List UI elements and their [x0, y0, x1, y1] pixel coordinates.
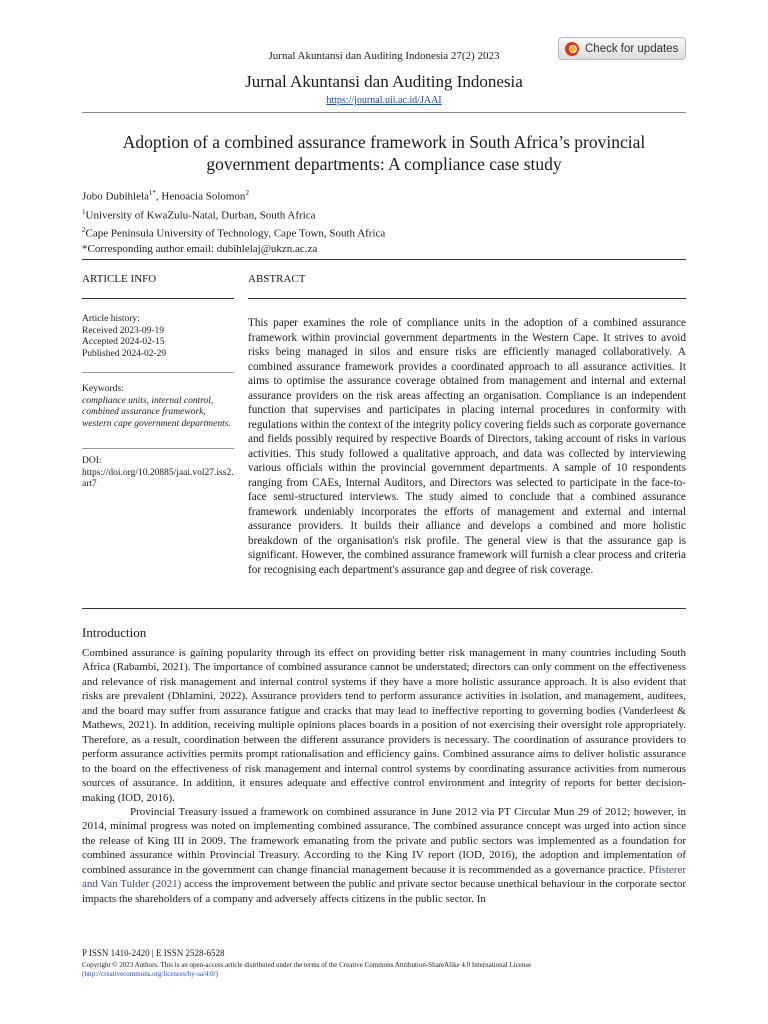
citation: Pfisterer and Van Tulder (2021) — [82, 863, 686, 891]
info-separator — [82, 448, 234, 449]
check-for-updates-button[interactable] — [558, 37, 686, 60]
accepted-date: Accepted 2024-02-15 — [82, 337, 165, 348]
article-history — [82, 314, 234, 360]
keywords-list: compliance units, internal control, combined assurance framework, western cape government departments. — [82, 395, 231, 429]
author-separator: , — [155, 190, 162, 203]
keywords-label: Keywords: — [82, 384, 124, 394]
keywords-block — [82, 384, 234, 430]
section-divider — [82, 259, 686, 260]
history-label: Article history: — [82, 314, 140, 324]
journal-name: Jurnal Akuntansi dan Auditing Indonesia — [245, 72, 523, 91]
article-info-heading: ARTICLE INFO — [82, 273, 157, 285]
author-name: Jobo Dubihlela — [82, 190, 149, 203]
paragraph — [82, 805, 686, 906]
paragraph-text: Provincial Treasury issued a framework on combined assurance in June 2012 via PT Circular Mun 29 of 2012; however, in 2014, minimal progress was noted on implementing combined assurance. The combined assurance concept was urged into action since the release of King III in 2009. The framework emanating from the private and public sectors was implemented as a foundation for combined assurance within Provincial Treasury. According to the King IV report (IOD, 2016), the adoption and implementation of combined assurance in the government can change financial management because it is recommended as a governance practice. — [82, 805, 686, 876]
check-for-updates-label: Check for updates — [585, 42, 679, 55]
crossmark-icon — [565, 42, 579, 56]
paragraph: Combined assurance is gaining popularity through its effect on providing better risk management in many countries including South Africa (Rabambi, 2021). The importance of combined assurance cannot be understated; directors can only comment on the effectiveness and relevance of risk management and internal control systems if they have a more holistic assurance approach. It is also evident that risks are prevalent (Dhlamini, 2022). Assurance providers tend to perform assurance activities in isolation, and management, auditees, and the board may suffer from assurance fatigue and cracks that may lead to ineffective reporting to governing bodies (Vanderleest & Mathews, 2021). In addition, receiving multiple opinions places boards in a position of not exercising their oversight role appropriately. Therefore, as a result, coordination between the different assurance providers is necessary. The coordination of assurance providers to perform assurance activities permits prompt rationalisation and efficiency gains. Combined assurance aims to deliver holistic assurance to the board on the effectiveness of risk management and internal control systems by coordinating assurance activities from numerous sources of assurance. In addition, it ensures adequate and effective control environment and integrity of reports for better decision-making (IOD, 2016). — [82, 647, 686, 804]
doi-block — [82, 456, 234, 491]
affiliation-text: University of KwaZulu-Natal, Durban, South Africa — [85, 209, 316, 222]
affiliation-text: Cape Peninsula University of Technology, Cape Town, South Africa — [85, 227, 386, 240]
published-date: Published 2024-02-29 — [82, 348, 167, 359]
info-separator — [82, 372, 234, 373]
abstract-divider — [248, 298, 686, 299]
author-sup: 2 — [245, 189, 249, 197]
abstract-heading: ABSTRACT — [248, 273, 306, 285]
author-line — [82, 186, 385, 205]
doi-label: DOI: — [82, 456, 102, 466]
affiliation — [82, 223, 385, 242]
author-name: Henoacia Solomon — [161, 190, 246, 203]
paragraph-text: access the improvement between the public and private sector because unethical behaviour in the corporate sector impacts the shareholders of a company and adversely affects citizens in the public sector. In — [82, 878, 687, 905]
received-date: Received 2023-09-19 — [82, 325, 165, 336]
author-block — [82, 186, 385, 257]
doi-link[interactable]: https://doi.org/10.20885/jaai.vol27.iss2.art7 — [82, 467, 234, 490]
affiliation-sup: 2 — [82, 226, 86, 235]
abstract-text: This paper examines the role of compliance units in the adoption of a combined assurance framework within provincial government departments in the Western Cape. It strives to avoid risks being managed in silos and ensure risks are efficiently managed collaboratively. A combined assurance framework provides a coordinated approach to all assurance activities. It aims to optimise the assurance coverage obtained from management and internal and external assurance providers on the risk areas affecting an organisation. Compliance is an independent function that supervises and participates in placing internal procedures in conformity with regulations within the context of the integrity policy covering fields such as corporate governance and fields possibly required by respective Boards of Directors, taking account of risks in various activities. This study followed a qualitative approach, and data was collected by interviewing various officials within the provincial government departments. A sample of 10 respondents ranging from CAEs, Internal Auditors, and Directors was selected to participate in the face-to-face semi-structured interviews. The study aimed to conclude that a combined assurance framework undeniably incorporates the efforts of management and external and internal assurance providers. It builds their alliance and develops a combined and more holistic breakdown of the organisation's risk profile. The general view is that the assurance gap is significant. However, the combined assurance framework will furnish a clear process and criteria for recognising each department's assurance gap and degree of risk coverage. — [248, 317, 686, 576]
running-header: Jurnal Akuntansi dan Auditing Indonesia 27(2) 2023 — [268, 50, 500, 62]
introduction-heading: Introduction — [82, 625, 147, 640]
license-link[interactable]: (http://creativecommons.org/licences/by-sa/4.0/) — [82, 970, 218, 978]
info-divider — [82, 298, 234, 299]
copyright-notice — [82, 961, 686, 979]
issn-line: P ISSN 1410-2420 | E ISSN 2528-6528 — [82, 948, 225, 958]
introduction-body — [82, 646, 686, 906]
journal-url-link[interactable]: https://journal.uii.ac.id/JAAI — [326, 95, 442, 106]
copyright-text: Copyright © 2023 Authors. This is an open-access article distributed under the terms of the Creative Commons Attribution-ShareAlike 4.0 International License — [82, 961, 532, 969]
affiliation-sup: 1 — [82, 207, 86, 216]
affiliation — [82, 205, 385, 224]
abstract-bottom-divider — [82, 608, 686, 609]
header-divider — [82, 112, 686, 113]
author-sup: 1* — [148, 189, 156, 197]
article-title: Adoption of a combined assurance framework in South Africa’s provincial government departments: A compliance case study — [122, 132, 646, 174]
journal-url-wrap — [0, 95, 768, 106]
corresponding-author: *Corresponding author email: dubihlelaj@ukzn.ac.za — [82, 242, 318, 255]
